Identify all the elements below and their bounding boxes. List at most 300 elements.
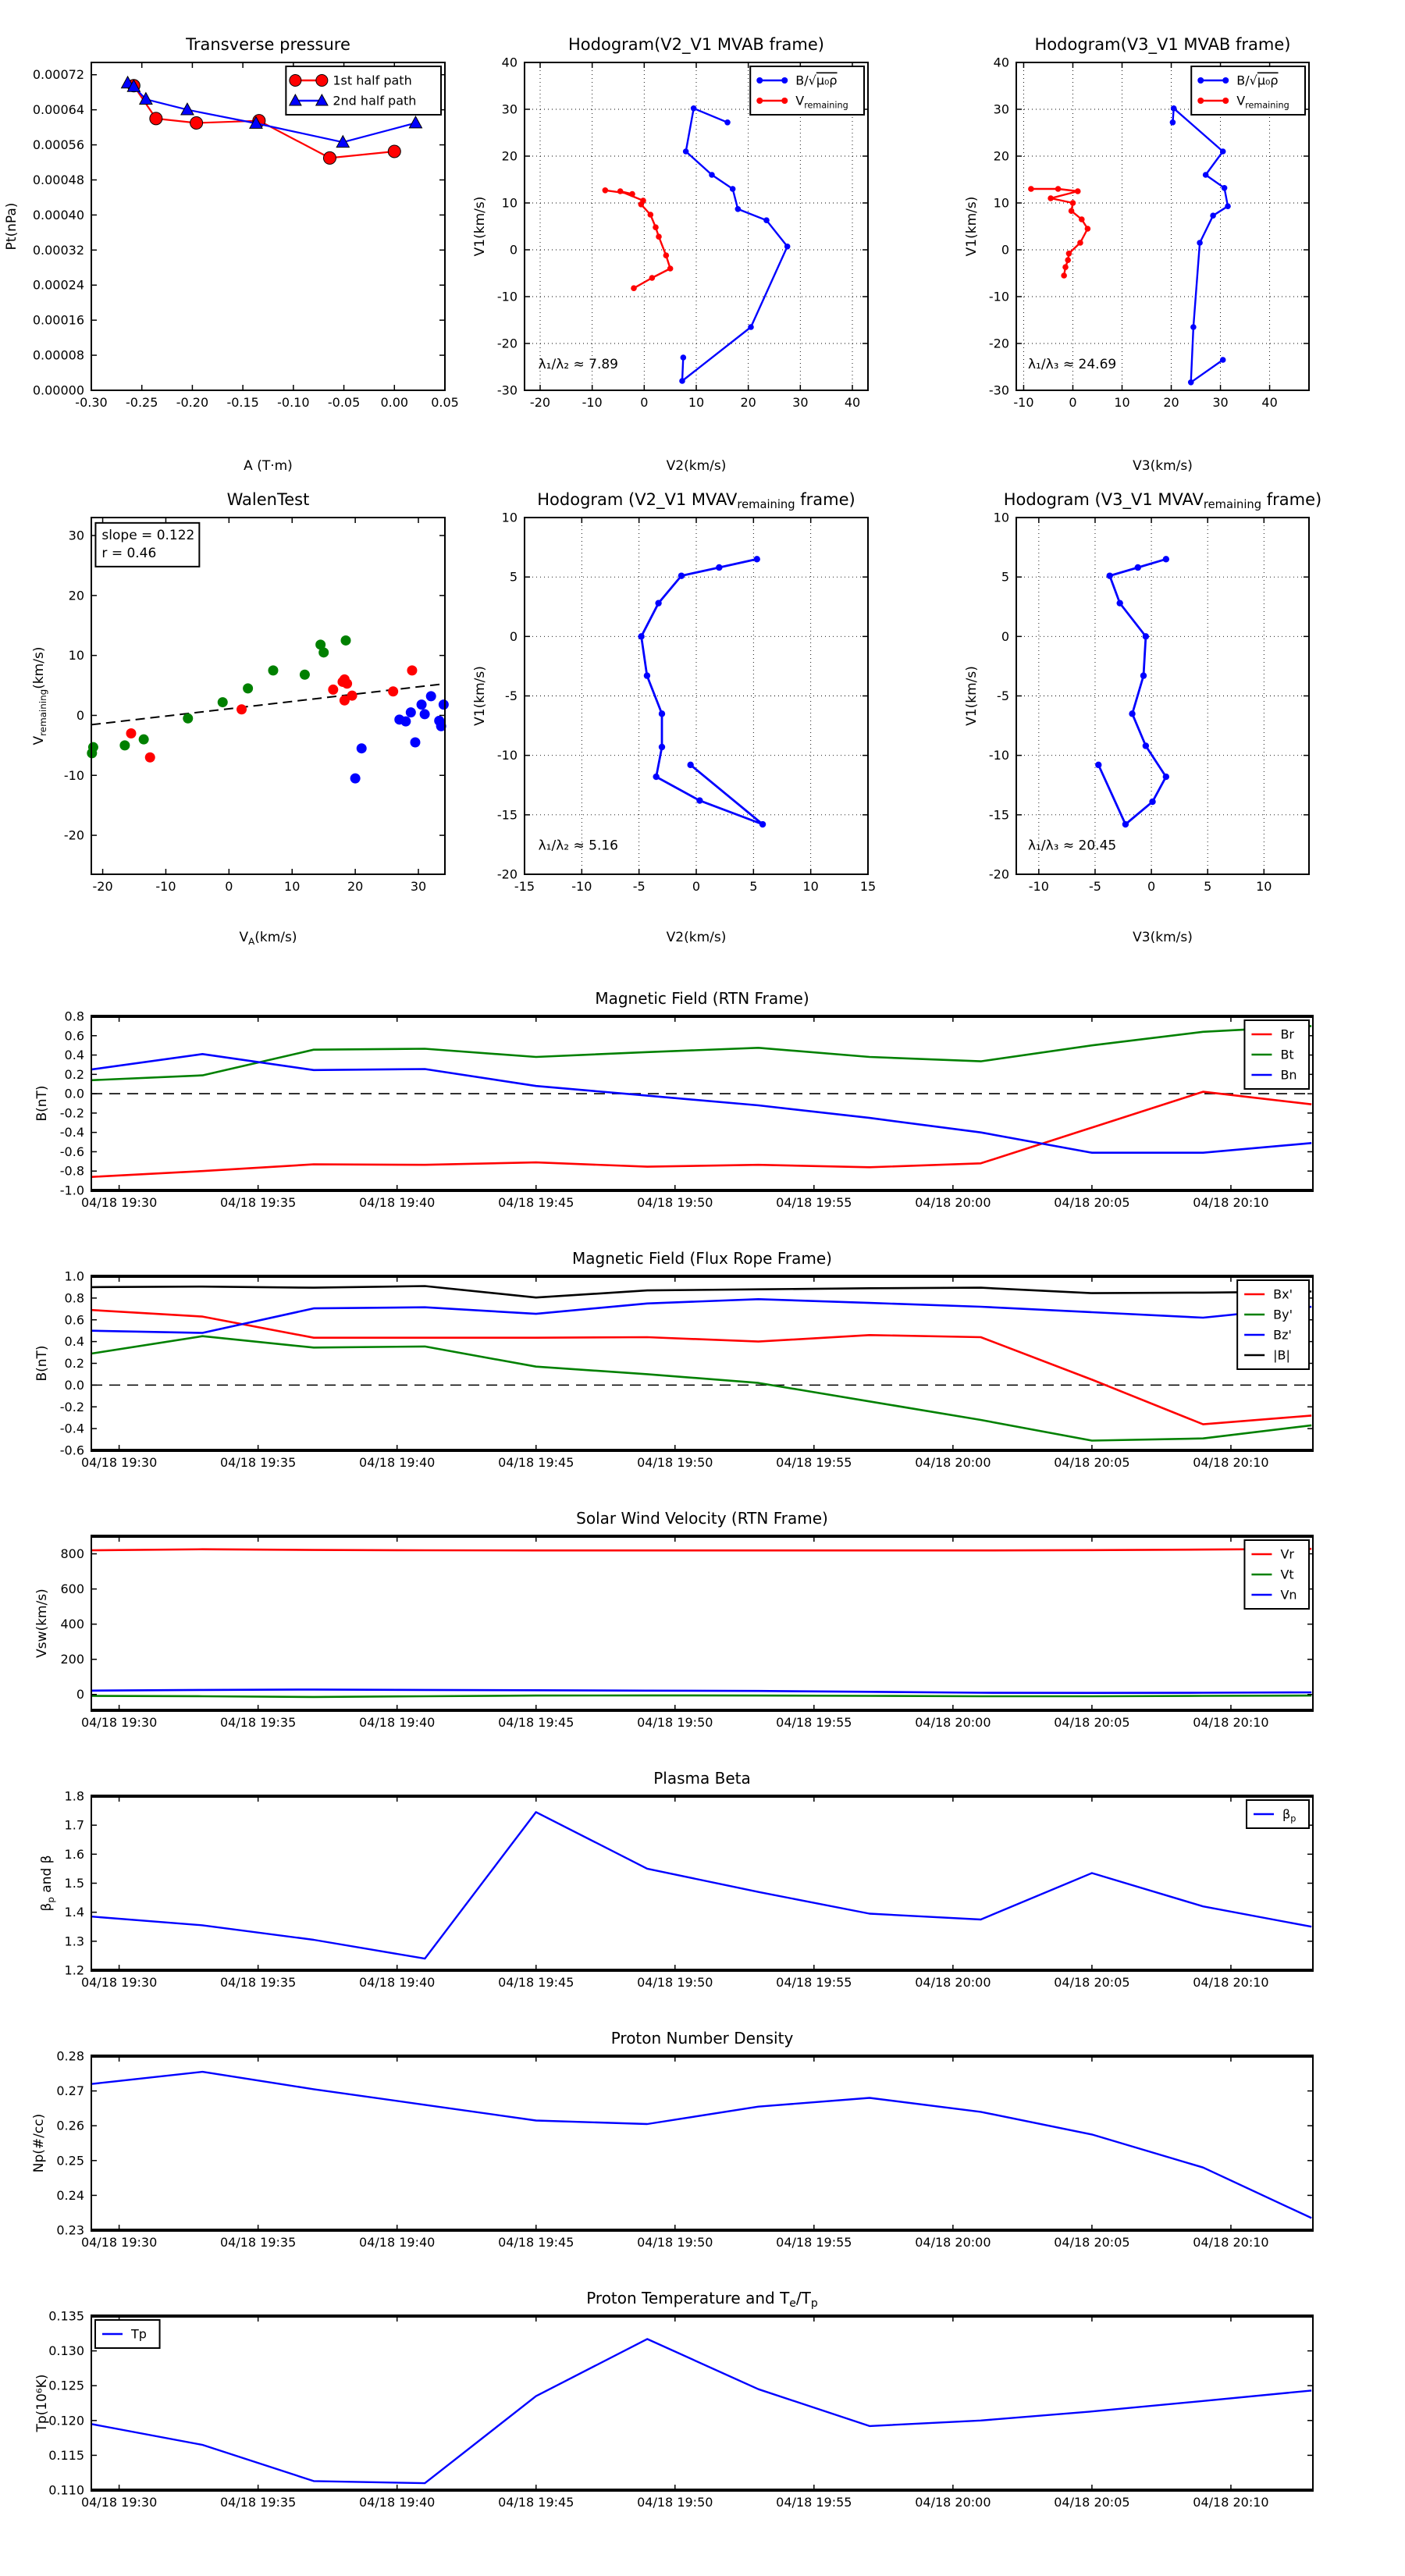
- data-point: [1075, 188, 1081, 194]
- x-tick-label: 04/18 19:40: [359, 1455, 436, 1470]
- x-tick-label: 0: [640, 395, 649, 410]
- data-point: [754, 556, 760, 562]
- series-V remaining: [605, 190, 670, 288]
- y-tick-label: -30: [496, 382, 518, 398]
- x-tick-label: 04/18 20:10: [1193, 1195, 1269, 1210]
- y-tick-label: -0.6: [59, 1443, 84, 1458]
- data-point: [407, 665, 417, 675]
- series-V remaining: [1031, 189, 1088, 276]
- data-point: [1197, 240, 1203, 246]
- x-tick-label: 40: [1261, 395, 1278, 410]
- proton-number-density-svg: [8, 2017, 1397, 2277]
- y-tick-label: 0: [1001, 628, 1009, 644]
- y-tick-label: 1.2: [64, 1962, 84, 1978]
- x-tick-label: 04/18 20:00: [915, 1715, 991, 1730]
- y-tick-label: 1.6: [64, 1846, 84, 1862]
- y-tick-label: -0.2: [59, 1105, 84, 1121]
- y-axis-label: Vsw(km/s): [34, 1589, 50, 1658]
- x-tick-label: 04/18 19:45: [498, 1975, 574, 1990]
- x-tick-label: 04/18 19:30: [80, 1715, 158, 1730]
- y-axis-label: Tp(10⁶K): [34, 2374, 50, 2432]
- data-point: [347, 691, 357, 701]
- x-tick-label: 04/18 19:50: [637, 1975, 713, 1990]
- y-tick-label: 0.8: [64, 1290, 84, 1306]
- series-Bn: [91, 1054, 1311, 1152]
- y-tick-label: 0.125: [48, 2378, 84, 2393]
- legend-label: B/√μ₀ρ: [795, 73, 838, 88]
- x-tick-label: 0.00: [380, 395, 409, 410]
- x-tick-label: 30: [410, 879, 427, 894]
- x-tick-label: 04/18 19:50: [637, 2235, 713, 2250]
- y-axis-label: V1(km/s): [472, 196, 488, 257]
- chart-title: Hodogram(V2_V1 MVAB frame): [568, 35, 824, 54]
- x-tick-label: -5: [1088, 879, 1101, 894]
- x-tick-label: 04/18 19:35: [219, 1715, 297, 1730]
- data-point: [667, 265, 674, 272]
- data-point: [784, 244, 791, 250]
- data-point: [406, 707, 416, 717]
- y-tick-label: -10: [496, 289, 518, 304]
- x-tick-label: -20: [92, 879, 113, 894]
- y-tick-label: -10: [988, 289, 1009, 304]
- y-tick-label: 5: [509, 569, 518, 585]
- bfield-fluxrope-svg: [8, 1237, 1397, 1497]
- y-tick-label: 5: [1001, 569, 1009, 585]
- x-tick-label: 04/18 19:50: [637, 2495, 713, 2510]
- chart-title: Hodogram(V3_V1 MVAB frame): [1034, 35, 1291, 54]
- chart-proton-number-density: [8, 2017, 1397, 2277]
- x-tick-label: -10: [1013, 395, 1034, 410]
- data-point: [659, 744, 665, 750]
- data-point: [763, 217, 770, 223]
- data-point: [1107, 572, 1113, 578]
- hodogram-v2v1-mvav-svg: [472, 490, 912, 949]
- y-tick-label: -20: [988, 866, 1009, 882]
- data-point: [683, 148, 689, 155]
- x-tick-label: 04/18 19:40: [359, 2495, 436, 2510]
- walen-test-svg: [8, 490, 470, 949]
- data-point: [781, 77, 788, 84]
- x-axis-label: V3(km/s): [1133, 930, 1193, 945]
- x-tick-label: 04/18 20:10: [1193, 2235, 1269, 2250]
- data-point: [696, 797, 702, 803]
- y-tick-label: 10: [501, 195, 518, 211]
- data-point: [629, 191, 635, 197]
- x-tick-label: 04/18 19:55: [776, 1975, 852, 1990]
- legend-label: $\beta_p$: [1282, 1806, 1297, 1824]
- x-tick-label: 20: [1163, 395, 1179, 410]
- annotation-text: λ₁/λ₃ ≈ 20.45: [1028, 838, 1117, 854]
- data-point: [1190, 324, 1197, 330]
- y-tick-label: -0.6: [59, 1144, 84, 1159]
- x-tick-label: 04/18 19:35: [219, 1195, 297, 1210]
- y-tick-label: 0.8: [64, 1009, 84, 1024]
- data-point: [150, 112, 162, 125]
- data-point: [1129, 710, 1135, 717]
- data-point: [781, 98, 788, 104]
- data-point: [617, 188, 624, 194]
- data-point: [1048, 195, 1054, 201]
- hodogram-v3v1-mvab-svg: [964, 12, 1405, 478]
- plot-frame: [91, 1276, 1313, 1450]
- x-tick-label: 5: [749, 879, 758, 894]
- y-tick-label: -20: [496, 336, 518, 351]
- data-point: [716, 564, 722, 571]
- y-axis-label: V1(km/s): [964, 666, 980, 726]
- data-point: [218, 697, 228, 707]
- data-point: [119, 740, 130, 750]
- data-point: [1066, 251, 1072, 257]
- x-tick-label: 10: [802, 879, 819, 894]
- data-point: [1079, 216, 1085, 222]
- series-beta_p: [91, 1812, 1311, 1959]
- data-point: [388, 145, 400, 158]
- x-tick-label: 40: [844, 395, 861, 410]
- y-tick-label: 0.25: [56, 2153, 84, 2169]
- legend-label: Bx': [1273, 1286, 1293, 1302]
- y-tick-label: 1.4: [64, 1905, 84, 1920]
- x-tick-label: 04/18 20:05: [1054, 1455, 1130, 1470]
- x-tick-label: -10: [571, 879, 592, 894]
- legend-label: Br: [1280, 1026, 1295, 1042]
- data-point: [649, 275, 656, 281]
- y-tick-label: 0.110: [48, 2482, 84, 2498]
- data-point: [1122, 821, 1129, 827]
- plot-frame: [91, 2316, 1313, 2490]
- y-axis-label: B(nT): [34, 1345, 50, 1382]
- x-tick-label: 0: [1069, 395, 1077, 410]
- data-point: [410, 738, 420, 748]
- y-tick-label: 800: [60, 1546, 84, 1562]
- chart-title: Hodogram (V2_V1 MVAVremaining frame): [537, 490, 855, 511]
- data-point: [268, 665, 278, 675]
- data-point: [126, 728, 136, 738]
- data-point: [1140, 672, 1147, 678]
- y-tick-label: 0: [76, 1687, 84, 1703]
- y-tick-label: 10: [68, 648, 84, 664]
- transverse-pressure-svg: [4, 12, 470, 478]
- x-tick-label: 04/18 19:45: [498, 1195, 574, 1210]
- data-point: [653, 224, 659, 230]
- y-tick-label: 0.0: [64, 1377, 84, 1393]
- data-point: [190, 116, 203, 129]
- x-tick-label: 20: [347, 879, 364, 894]
- y-tick-label: -0.2: [59, 1399, 84, 1414]
- data-point: [656, 233, 662, 240]
- data-point: [1135, 564, 1141, 571]
- data-point: [237, 704, 247, 714]
- legend-label: Bt: [1280, 1047, 1294, 1062]
- x-tick-label: 04/18 19:30: [80, 2495, 158, 2510]
- y-tick-label: 10: [993, 510, 1009, 525]
- data-point: [655, 600, 661, 606]
- annotation-text: r = 0.46: [101, 545, 157, 561]
- x-tick-label: 10: [688, 395, 705, 410]
- annotation-text: λ₁/λ₂ ≈ 5.16: [538, 838, 618, 854]
- chart-proton-temperature: [8, 2277, 1397, 2537]
- x-tick-label: 04/18 19:45: [498, 2495, 574, 2510]
- series-B/sqrt(mu0rho): [682, 109, 788, 381]
- data-point: [687, 762, 693, 768]
- y-tick-label: 0.24: [56, 2187, 84, 2203]
- x-axis-label: A (T·m): [244, 458, 293, 474]
- x-tick-label: 04/18 19:35: [219, 1455, 297, 1470]
- x-tick-label: 04/18 19:55: [776, 2495, 852, 2510]
- y-tick-label: 20: [993, 148, 1009, 164]
- y-tick-label: 0.00000: [32, 382, 84, 398]
- annotation-text: λ₁/λ₃ ≈ 24.69: [1028, 357, 1117, 372]
- y-axis-label: $V_{remaining}(km/s)$: [31, 646, 48, 745]
- x-tick-label: -0.30: [75, 395, 108, 410]
- y-tick-label: 0: [509, 242, 518, 258]
- data-point: [417, 699, 427, 710]
- y-tick-label: -1.0: [59, 1183, 84, 1198]
- data-point: [1222, 185, 1228, 191]
- x-tick-label: 04/18 20:10: [1193, 2495, 1269, 2510]
- x-tick-label: 04/18 19:45: [498, 1455, 574, 1470]
- data-point: [1188, 379, 1194, 386]
- y-tick-label: 1.0: [64, 1268, 84, 1284]
- x-tick-label: 04/18 19:50: [637, 1455, 713, 1470]
- x-tick-label: -0.15: [226, 395, 259, 410]
- x-tick-label: 04/18 19:55: [776, 1195, 852, 1210]
- y-tick-label: 30: [501, 101, 518, 117]
- x-tick-label: 04/18 20:05: [1054, 2235, 1130, 2250]
- x-tick-label: -0.20: [176, 395, 209, 410]
- data-point: [328, 685, 338, 695]
- data-point: [724, 119, 731, 126]
- y-tick-label: 0.00056: [32, 137, 84, 153]
- y-tick-label: 1.5: [64, 1876, 84, 1891]
- legend-label: Tp: [131, 2326, 147, 2342]
- x-axis-label: V3(km/s): [1133, 458, 1193, 474]
- x-tick-label: 04/18 20:10: [1193, 1715, 1269, 1730]
- y-tick-label: 0.120: [48, 2413, 84, 2428]
- y-tick-label: 0.00016: [32, 312, 84, 328]
- chart-title: WalenTest: [226, 490, 310, 509]
- hodogram-v2v1-mvab-svg: [472, 12, 912, 478]
- x-tick-label: 04/18 19:45: [498, 2235, 574, 2250]
- y-tick-label: 0: [76, 707, 84, 723]
- series-Bt: [91, 1026, 1311, 1080]
- data-point: [638, 633, 644, 639]
- y-tick-label: -0.8: [59, 1163, 84, 1179]
- x-tick-label: 04/18 19:30: [80, 1975, 158, 1990]
- y-tick-label: -20: [63, 827, 84, 843]
- x-tick-label: -10: [1028, 879, 1049, 894]
- series-Vt: [91, 1695, 1311, 1697]
- y-tick-label: 0.2: [64, 1066, 84, 1082]
- data-point: [243, 683, 253, 693]
- x-tick-label: -15: [514, 879, 535, 894]
- data-point: [663, 252, 670, 258]
- legend-label: Vr: [1280, 1546, 1294, 1562]
- data-point: [678, 572, 685, 578]
- data-point: [300, 670, 310, 680]
- solar-wind-velocity-svg: [8, 1497, 1397, 1757]
- series-Bz': [91, 1299, 1311, 1332]
- data-point: [1222, 98, 1229, 104]
- chart-title: Transverse pressure: [186, 35, 350, 54]
- y-tick-label: 40: [993, 55, 1009, 70]
- series-|B|: [91, 1286, 1311, 1298]
- data-point: [1222, 77, 1229, 84]
- legend-label: B/√μ₀ρ: [1236, 73, 1279, 88]
- x-tick-label: -10: [155, 879, 176, 894]
- y-tick-label: 40: [501, 55, 518, 70]
- data-point: [1163, 774, 1169, 780]
- x-tick-label: 04/18 19:50: [637, 1715, 713, 1730]
- series-Vn: [91, 1689, 1311, 1692]
- data-point: [691, 105, 697, 112]
- x-axis-label: V2(km/s): [666, 458, 727, 474]
- x-tick-label: 10: [284, 879, 301, 894]
- data-point: [357, 743, 367, 753]
- data-point: [1143, 742, 1149, 749]
- data-point: [756, 98, 763, 104]
- y-tick-label: 600: [60, 1582, 84, 1597]
- x-tick-label: 5: [1204, 879, 1212, 894]
- legend-label: Bz': [1273, 1327, 1292, 1343]
- data-point: [759, 821, 766, 827]
- y-tick-label: 0.00064: [32, 102, 84, 118]
- series-V hodogram: [642, 559, 763, 824]
- y-axis-label: V1(km/s): [472, 666, 488, 726]
- data-point: [1070, 200, 1076, 206]
- data-point: [1203, 172, 1209, 178]
- chart-solar-wind-velocity: [8, 1497, 1397, 1757]
- data-point: [350, 774, 361, 784]
- x-tick-label: -10: [582, 395, 603, 410]
- x-tick-label: 04/18 20:05: [1054, 1715, 1130, 1730]
- series-Tp: [91, 2339, 1311, 2483]
- data-point: [1116, 600, 1122, 606]
- data-point: [388, 686, 398, 696]
- chart-title: Proton Temperature and $T_e/T_p$: [586, 2289, 818, 2310]
- y-tick-label: 1.7: [64, 1817, 84, 1833]
- x-tick-label: -0.25: [126, 395, 158, 410]
- data-point: [342, 678, 352, 688]
- y-axis-label: $\beta_p$ and β: [39, 1855, 56, 1912]
- x-tick-label: 04/18 20:00: [915, 2235, 991, 2250]
- x-tick-label: -20: [529, 395, 551, 410]
- data-point: [290, 75, 301, 87]
- series-Vr: [91, 1549, 1311, 1550]
- series-V hodogram: [1098, 559, 1166, 824]
- legend-label: 2nd half path: [333, 93, 417, 109]
- y-tick-label: 0.0: [64, 1086, 84, 1101]
- legend-label: 1st half path: [333, 73, 412, 88]
- x-tick-label: 04/18 20:05: [1054, 2495, 1130, 2510]
- data-point: [653, 774, 659, 780]
- x-tick-label: 04/18 20:05: [1054, 1975, 1130, 1990]
- legend-label: Bn: [1280, 1067, 1297, 1083]
- plot-frame: [1016, 518, 1309, 874]
- data-point: [730, 186, 736, 192]
- data-point: [735, 206, 742, 212]
- y-tick-label: 0.4: [64, 1048, 84, 1063]
- x-tick-label: 0: [692, 879, 701, 894]
- data-point: [323, 151, 336, 164]
- y-tick-label: 200: [60, 1652, 84, 1667]
- y-tick-label: 0.27: [56, 2083, 84, 2099]
- data-point: [659, 710, 665, 717]
- annotation-text: λ₁/λ₂ ≈ 7.89: [538, 357, 618, 372]
- chart-hodogram-v3v1-mvab: [964, 12, 1405, 478]
- data-point: [1171, 105, 1177, 112]
- chart-title: Plasma Beta: [653, 1769, 751, 1788]
- x-tick-label: 30: [1212, 395, 1229, 410]
- y-tick-label: 0.23: [56, 2222, 84, 2238]
- y-axis-label: B(nT): [34, 1085, 50, 1122]
- x-tick-label: 04/18 19:45: [498, 1715, 574, 1730]
- annotation-text: slope = 0.122: [101, 527, 195, 543]
- series-Bx': [91, 1307, 1311, 1424]
- data-point: [1077, 240, 1083, 246]
- data-point: [1163, 556, 1169, 562]
- data-point: [183, 713, 193, 724]
- chart-title: Proton Number Density: [610, 2029, 794, 2048]
- x-tick-label: 04/18 19:30: [80, 1195, 158, 1210]
- y-tick-label: 1.3: [64, 1934, 84, 1949]
- chart-bfield-rtn: [8, 977, 1397, 1237]
- plasma-beta-svg: [8, 1757, 1397, 2017]
- y-tick-label: 0.135: [48, 2308, 84, 2324]
- data-point: [709, 172, 715, 178]
- data-point: [1085, 226, 1091, 232]
- x-tick-label: 04/18 20:00: [915, 1195, 991, 1210]
- x-tick-label: 04/18 20:10: [1193, 1455, 1269, 1470]
- data-point: [631, 285, 637, 291]
- y-tick-label: 400: [60, 1617, 84, 1632]
- data-point: [318, 647, 329, 657]
- y-tick-label: -15: [988, 807, 1009, 823]
- x-tick-label: 04/18 20:00: [915, 2495, 991, 2510]
- chart-hodogram-v2v1-mvab: [472, 12, 912, 478]
- x-axis-label: V2(km/s): [666, 930, 727, 945]
- series-By': [91, 1336, 1311, 1441]
- x-tick-label: 04/18 19:40: [359, 2235, 436, 2250]
- x-tick-label: 0.05: [431, 395, 459, 410]
- data-point: [1220, 148, 1226, 155]
- x-tick-label: 10: [1256, 879, 1272, 894]
- y-tick-label: -15: [496, 807, 518, 823]
- plot-frame: [91, 1016, 1313, 1190]
- data-point: [1028, 186, 1034, 192]
- data-point: [1143, 633, 1149, 639]
- chart-title: Magnetic Field (RTN Frame): [595, 989, 809, 1008]
- y-tick-label: -10: [496, 748, 518, 763]
- data-point: [1220, 357, 1226, 363]
- data-point: [1170, 119, 1176, 126]
- data-point: [1149, 799, 1155, 805]
- chart-hodogram-v2v1-mvav: [472, 490, 912, 949]
- legend-label: Vt: [1280, 1567, 1294, 1582]
- y-tick-label: 0.4: [64, 1334, 84, 1350]
- chart-title: Magnetic Field (Flux Rope Frame): [572, 1249, 832, 1268]
- y-tick-label: -10: [988, 748, 1009, 763]
- data-point: [139, 735, 149, 745]
- y-tick-label: -5: [997, 688, 1009, 703]
- hodogram-v3v1-mvav-svg: [964, 490, 1405, 949]
- x-tick-label: 10: [1114, 395, 1130, 410]
- plot-frame: [91, 1536, 1313, 1710]
- y-tick-label: 0.26: [56, 2118, 84, 2133]
- x-tick-label: 04/18 19:35: [219, 1975, 297, 1990]
- y-tick-label: 0: [1001, 242, 1009, 258]
- y-tick-label: 0.2: [64, 1356, 84, 1371]
- x-tick-label: 04/18 20:00: [915, 1975, 991, 1990]
